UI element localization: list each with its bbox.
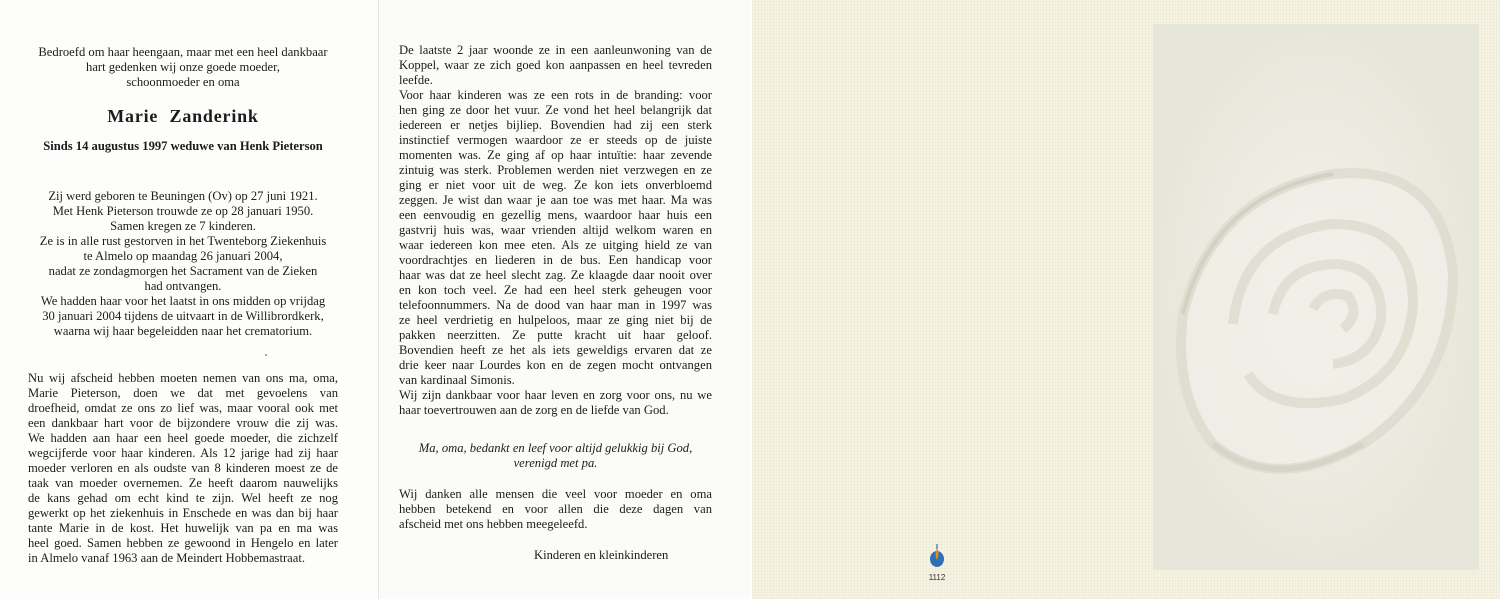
para-line: een eenvoudig en gezellig mens, waardoor haar huis een — [399, 208, 712, 222]
bio-line: We hadden haar voor het laatst in ons midden op vrijdag — [40, 294, 326, 308]
para-line: Marie Pieterson, doen we dat met gevoelens van — [28, 386, 338, 400]
quote-line: Ma, oma, bedankt en leef voor altijd gelukkig bij God, — [418, 441, 693, 455]
para-line: ging er niet voor uit de weg. Ze kon iets onverbloemd — [399, 178, 712, 192]
intro-line: schoonmoeder en oma — [126, 75, 240, 89]
bio-line: Samen kregen ze 7 kinderen. — [110, 219, 256, 233]
quote-line: verenigd met pa. — [513, 456, 598, 470]
paper-speck — [265, 354, 267, 356]
para-line: zeggen. Je wist dan waar je aan toe was met haar. Ma was — [399, 193, 712, 207]
para-line: De laatste 2 jaar woonde ze in een aanleunwoning van de — [399, 43, 712, 57]
deceased-name: Marie Zanderink — [107, 106, 259, 126]
para-line: haar was dat ze heel slecht zag. Ze klaagde daar nooit over — [399, 268, 712, 282]
para-line: gewerkt op het ziekenhuis in Enschede en was dan bij haar — [28, 506, 338, 520]
para-line: Bovendien heeft ze het als iets geweldigs ervaren dat ze — [399, 343, 712, 357]
para-line: een dankbaar hart voor de bijzondere vrouw die zij was. — [28, 416, 338, 430]
para-line: ze heel verdrietig en hulpeloos, maar ze ging niet bij de — [399, 313, 712, 327]
thanks-line: Wij danken alle mensen die veel voor moeder en oma — [399, 487, 712, 501]
para-line: telefoonnummers. Na de dood van haar man in 1997 was — [399, 298, 712, 312]
para-line: instinctief vermogen waardoor ze er steeds op de juiste — [399, 133, 712, 147]
para-line: waar iedereen kon mee eten. Als ze uitging hield ze van — [399, 238, 712, 252]
signature: Kinderen en kleinkinderen — [534, 548, 669, 562]
para-line: heel goed. Samen hebben ze gewoond in Hengelo en later — [28, 536, 338, 550]
rose-image-panel — [1153, 24, 1479, 570]
para-line: voordrachtjes en liederen in de bus. Een handicap voor — [399, 253, 712, 267]
intro-line: Bedroefd om haar heengaan, maar met een heel dankbaar — [38, 45, 328, 59]
para-line: droefheid, omdat ze ons zo lief was, maar vooral ook met — [28, 401, 338, 415]
para-line: drie keer naar Lourdes kon en de zegen mocht ontvangen — [399, 358, 712, 372]
bio-line: nadat ze zondagmorgen het Sacrament van de Zieken — [48, 264, 318, 278]
bio-line: had ontvangen. — [144, 279, 222, 293]
para-line: Koppel, waar ze zich goed kon aanpassen en heel tevreden — [399, 58, 712, 72]
printer-logo-icon — [928, 544, 946, 568]
para-line: tante Marie in de kost. Het huwelijk van pa en ma was — [28, 521, 338, 535]
bio-line: Zij werd geboren te Beuningen (Ov) op 27 juni 1921. — [48, 189, 318, 203]
para-line: Wij zijn dankbaar voor haar leven en zorg voor ons, nu we — [399, 388, 712, 402]
para-line: in Almelo vanaf 1963 aan de Meindert Hobbemastraat. — [28, 551, 305, 565]
para-line: taak van moeder overnemen. Ze heeft daarom nauwelijks — [28, 476, 338, 490]
bio-line: te Almelo op maandag 26 januari 2004, — [83, 249, 283, 263]
printer-code: 1112 — [928, 573, 946, 582]
para-line: en kon toch veel. Ze had een heel sterk geheugen voor — [399, 283, 712, 297]
widow-subtitle: Sinds 14 augustus 1997 weduwe van Henk Pieterson — [43, 139, 323, 153]
para-line: hen ging ze door het vuur. Ze vond het heel belangrijk dat — [399, 103, 712, 117]
para-line: zintuig was sterk. Problemen werden niet verzwegen en ze — [399, 163, 712, 177]
para-line: leefde. — [399, 73, 433, 87]
bio-line: Met Henk Pieterson trouwde ze op 28 januari 1950. — [52, 204, 314, 218]
bio-line: waarna wij haar begeleidden naar het crematorium. — [53, 324, 313, 338]
intro-line: hart gedenken wij onze goede moeder, — [86, 60, 280, 74]
para-line: de kans gehad om echt kind te zijn. Wel heeft ze nog — [28, 491, 338, 505]
para-line: Voor haar kinderen was ze een rots in de branding: voor — [399, 88, 712, 102]
para-line: gastvrij huis was, waar vrienden altijd welkom waren en — [399, 223, 712, 237]
bio-line: 30 januari 2004 tijdens de uitvaart in de Willibrordkerk, — [42, 309, 324, 323]
para-line: moeder verloren en als oudste van 8 kinderen moest ze de — [28, 461, 338, 475]
para-line: van kardinaal Simonis. — [399, 373, 515, 387]
rose-image — [1153, 24, 1479, 570]
para-line: momenten was. Ze ging af op haar intuïtie: haar zevende — [399, 148, 712, 162]
para-line: We hadden aan haar een heel goede moeder, die zichzelf — [28, 431, 338, 445]
para-line: wegcijferde voor haar kinderen. Als 12 jarige had zij haar — [28, 446, 338, 460]
para-line: haar toevertrouwen aan de zorg en de liefde van God. — [399, 403, 669, 417]
para-line: pakken neerzitten. Ze putte kracht uit haar geloof. — [399, 328, 712, 342]
thanks-line: afscheid met ons hebben meegeleefd. — [399, 517, 588, 531]
para-line: Nu wij afscheid hebben moeten nemen van ons ma, oma, — [28, 371, 338, 385]
para-line: iedereen er netjes bijliep. Bovendien had zij een sterk — [399, 118, 712, 132]
thanks-line: hebben betekend en voor allen die deze dagen van — [399, 502, 712, 516]
bio-line: Ze is in alle rust gestorven in het Twenteborg Ziekenhuis — [39, 234, 327, 248]
